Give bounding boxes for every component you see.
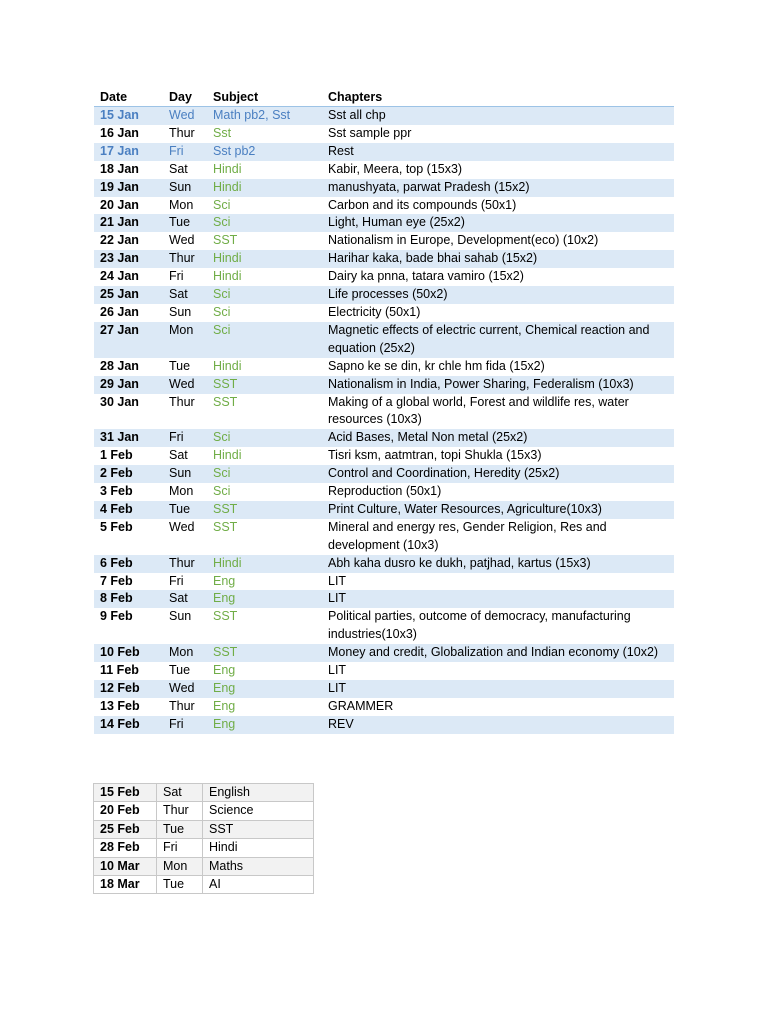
- exam-day: Fri: [157, 839, 203, 857]
- row-day: Sun: [169, 609, 192, 624]
- table-row: [94, 250, 674, 268]
- row-subject: Eng: [213, 698, 236, 713]
- row-date: 29 Jan: [94, 376, 163, 394]
- exam-date: 28 Feb: [94, 839, 157, 857]
- row-day: Thur: [163, 250, 207, 268]
- exam-day: Tue: [157, 876, 203, 894]
- table-row: [94, 304, 674, 322]
- table-row: [94, 698, 674, 716]
- row-subject: Sci: [207, 214, 322, 232]
- row-date: 17 Jan: [94, 143, 163, 161]
- row-day: Thur: [169, 394, 195, 409]
- row-day: Wed: [169, 519, 195, 534]
- row-day: Sun: [163, 179, 207, 197]
- row-date: 2 Feb: [94, 465, 163, 483]
- row-date: 7 Feb: [100, 573, 133, 588]
- row-chapters: Harihar kaka, bade bhai sahab (15x2): [322, 250, 674, 268]
- exam-subject: SST: [203, 820, 314, 838]
- row-day: Thur: [169, 698, 195, 713]
- exam-date: 10 Mar: [94, 857, 157, 875]
- row-date: 1 Feb: [100, 448, 133, 463]
- table-row: [94, 555, 674, 573]
- row-day: Mon: [169, 484, 194, 499]
- row-chapters: Control and Coordination, Heredity (25x2): [322, 465, 674, 483]
- table-row: [94, 608, 674, 644]
- row-subject: Hindi: [207, 179, 322, 197]
- row-chapters: Nationalism in India, Power Sharing, Federalism (10x3): [322, 376, 674, 394]
- row-subject: Eng: [213, 663, 236, 678]
- table-row: [94, 268, 674, 286]
- row-chapters: Making of a global world, Forest and wildlife res, water resources (10x3): [328, 394, 629, 427]
- row-day: Fri: [163, 143, 207, 161]
- header-subject: Subject: [207, 87, 322, 107]
- exam-subject: AI: [203, 876, 314, 894]
- row-date: 14 Feb: [94, 716, 163, 734]
- table-row: [94, 501, 674, 519]
- row-subject: Eng: [213, 573, 236, 588]
- table-row: [94, 197, 674, 215]
- exam-row: [94, 839, 314, 857]
- table-row: [94, 662, 674, 680]
- exam-dates-table: [93, 783, 314, 894]
- table-row: [94, 573, 674, 591]
- row-date: 25 Jan: [94, 286, 163, 304]
- row-subject: SST: [207, 501, 322, 519]
- row-chapters: Dairy ka pnna, tatara vamiro (15x2): [328, 269, 524, 284]
- row-date: 11 Feb: [100, 663, 139, 678]
- row-day: Fri: [169, 573, 184, 588]
- row-chapters: manushyata, parwat Pradesh (15x2): [322, 179, 674, 197]
- row-date: 23 Jan: [94, 250, 163, 268]
- row-chapters: LIT: [328, 573, 347, 588]
- row-subject: Sci: [207, 429, 322, 447]
- row-date: 6 Feb: [94, 555, 163, 573]
- row-date: 20 Jan: [100, 197, 139, 212]
- row-subject: Sci: [207, 286, 322, 304]
- row-day: Sun: [163, 465, 207, 483]
- row-day: Tue: [169, 358, 191, 373]
- exam-date: 15 Feb: [94, 784, 157, 802]
- row-subject: SST: [207, 644, 322, 662]
- row-date: 28 Jan: [100, 358, 139, 373]
- row-subject: Hindi: [213, 358, 242, 373]
- table-row: [94, 429, 674, 447]
- row-chapters: GRAMMER: [328, 698, 394, 713]
- row-date: 21 Jan: [94, 214, 163, 232]
- row-chapters: Sst sample ppr: [328, 125, 412, 140]
- exam-date: 25 Feb: [94, 820, 157, 838]
- row-day: Wed: [163, 376, 207, 394]
- row-subject: Sci: [213, 304, 231, 319]
- row-subject: Eng: [207, 590, 322, 608]
- exam-row: [94, 802, 314, 820]
- row-subject: SST: [213, 233, 238, 248]
- row-date: 8 Feb: [94, 590, 163, 608]
- row-day: Sat: [163, 286, 207, 304]
- row-date: 10 Feb: [94, 644, 163, 662]
- row-subject: Hindi: [207, 555, 322, 573]
- exam-subject: English: [203, 784, 314, 802]
- table-row: [94, 322, 674, 358]
- row-day: Mon: [163, 644, 207, 662]
- row-chapters: Rest: [322, 143, 674, 161]
- table-row: [94, 716, 674, 734]
- table-row: [94, 465, 674, 483]
- exam-row: [94, 784, 314, 802]
- row-date: 15 Jan: [94, 107, 163, 125]
- row-subject: Eng: [207, 680, 322, 698]
- row-subject: Sst pb2: [207, 143, 322, 161]
- exam-day: Tue: [157, 820, 203, 838]
- row-date: 5 Feb: [100, 519, 133, 534]
- row-chapters: Carbon and its compounds (50x1): [328, 197, 517, 212]
- row-date: 4 Feb: [94, 501, 163, 519]
- row-subject: Math pb2, Sst: [207, 107, 322, 125]
- row-date: 3 Feb: [100, 484, 133, 499]
- table-row: [94, 179, 674, 197]
- row-subject: Sci: [207, 465, 322, 483]
- row-date: 24 Jan: [100, 269, 139, 284]
- table-row: [94, 447, 674, 465]
- row-chapters: Political parties, outcome of democracy, manufacturing industries(10x3): [328, 609, 631, 642]
- exam-day: Mon: [157, 857, 203, 875]
- exam-subject: Science: [203, 802, 314, 820]
- row-subject: SST: [213, 609, 238, 624]
- row-date: 16 Jan: [100, 125, 139, 140]
- table-row: [94, 590, 674, 608]
- exam-date: 18 Mar: [94, 876, 157, 894]
- row-chapters: Abh kaha dusro ke dukh, patjhad, kartus (15x3): [322, 555, 674, 573]
- table-row: [94, 125, 674, 143]
- exam-subject: Maths: [203, 857, 314, 875]
- row-day: Thur: [163, 555, 207, 573]
- table-row: [94, 519, 674, 555]
- row-date: 30 Jan: [100, 394, 139, 409]
- table-row: [94, 143, 674, 161]
- table-row: [94, 680, 674, 698]
- row-day: Tue: [169, 663, 191, 678]
- row-chapters: LIT: [322, 590, 674, 608]
- row-day: Fri: [169, 269, 184, 284]
- row-chapters: LIT: [328, 663, 347, 678]
- row-date: 18 Jan: [100, 161, 139, 176]
- row-chapters: Kabir, Meera, top (15x3): [328, 161, 463, 176]
- row-day: Sat: [169, 161, 188, 176]
- row-day: Wed: [163, 107, 207, 125]
- row-subject: SST: [207, 376, 322, 394]
- row-day: Wed: [163, 680, 207, 698]
- row-subject: SST: [213, 519, 238, 534]
- exam-row: [94, 857, 314, 875]
- row-chapters: Reproduction (50x1): [328, 484, 442, 499]
- row-chapters: Sapno ke se din, kr chle hm fida (15x2): [328, 358, 545, 373]
- row-day: Sat: [169, 448, 188, 463]
- table-row: [94, 483, 674, 501]
- table-row: [94, 214, 674, 232]
- row-subject: Hindi: [213, 269, 242, 284]
- exam-subject: Hindi: [203, 839, 314, 857]
- row-subject: Hindi: [207, 250, 322, 268]
- row-chapters: Tisri ksm, aatmtran, topi Shukla (15x3): [328, 448, 542, 463]
- row-chapters: Life processes (50x2): [322, 286, 674, 304]
- row-chapters: LIT: [322, 680, 674, 698]
- row-chapters: Electricity (50x1): [328, 304, 421, 319]
- row-subject: Sci: [207, 322, 322, 358]
- row-date: 31 Jan: [94, 429, 163, 447]
- row-day: Sun: [169, 304, 192, 319]
- row-chapters: Light, Human eye (25x2): [322, 214, 674, 232]
- table-row: [94, 286, 674, 304]
- row-chapters: Acid Bases, Metal Non metal (25x2): [322, 429, 674, 447]
- table-row: [94, 394, 674, 430]
- table-row: [94, 232, 674, 250]
- row-date: 22 Jan: [100, 233, 139, 248]
- row-chapters: Nationalism in Europe, Development(eco) (10x2): [328, 233, 599, 248]
- row-subject: Sci: [213, 197, 231, 212]
- row-subject: Eng: [207, 716, 322, 734]
- row-day: Thur: [169, 125, 195, 140]
- row-day: Tue: [163, 501, 207, 519]
- header-day: Day: [163, 87, 207, 107]
- table-row: [94, 644, 674, 662]
- exam-row: [94, 820, 314, 838]
- table-row: [94, 107, 674, 125]
- header-date: Date: [94, 87, 163, 107]
- table-row: [94, 161, 674, 179]
- schedule-header-row: [94, 87, 674, 107]
- row-date: 26 Jan: [100, 304, 139, 319]
- exam-day: Sat: [157, 784, 203, 802]
- row-day: Sat: [163, 590, 207, 608]
- row-chapters: REV: [322, 716, 674, 734]
- row-day: Fri: [163, 716, 207, 734]
- row-chapters: Magnetic effects of electric current, Chemical reaction and equation (25x2): [322, 322, 674, 358]
- row-date: 27 Jan: [94, 322, 163, 358]
- row-date: 9 Feb: [100, 609, 133, 624]
- row-day: Mon: [163, 322, 207, 358]
- exam-day: Thur: [157, 802, 203, 820]
- exam-row: [94, 876, 314, 894]
- row-date: 12 Feb: [94, 680, 163, 698]
- table-row: [94, 358, 674, 376]
- row-subject: SST: [213, 394, 238, 409]
- table-row: [94, 376, 674, 394]
- row-subject: Sst: [213, 125, 232, 140]
- row-chapters: Money and credit, Globalization and Indian economy (10x2): [322, 644, 674, 662]
- header-chapters: Chapters: [322, 87, 674, 107]
- row-chapters: Print Culture, Water Resources, Agriculture(10x3): [322, 501, 674, 519]
- row-day: Mon: [169, 197, 194, 212]
- row-day: Fri: [163, 429, 207, 447]
- study-schedule-table: [94, 87, 674, 734]
- row-date: 19 Jan: [94, 179, 163, 197]
- row-subject: Hindi: [213, 448, 242, 463]
- row-subject: Sci: [213, 484, 231, 499]
- row-date: 13 Feb: [100, 698, 140, 713]
- row-day: Wed: [169, 233, 195, 248]
- row-subject: Hindi: [213, 161, 242, 176]
- row-chapters: Mineral and energy res, Gender Religion, Res and development (10x3): [328, 519, 607, 552]
- row-chapters: Sst all chp: [322, 107, 674, 125]
- exam-date: 20 Feb: [94, 802, 157, 820]
- row-day: Tue: [163, 214, 207, 232]
